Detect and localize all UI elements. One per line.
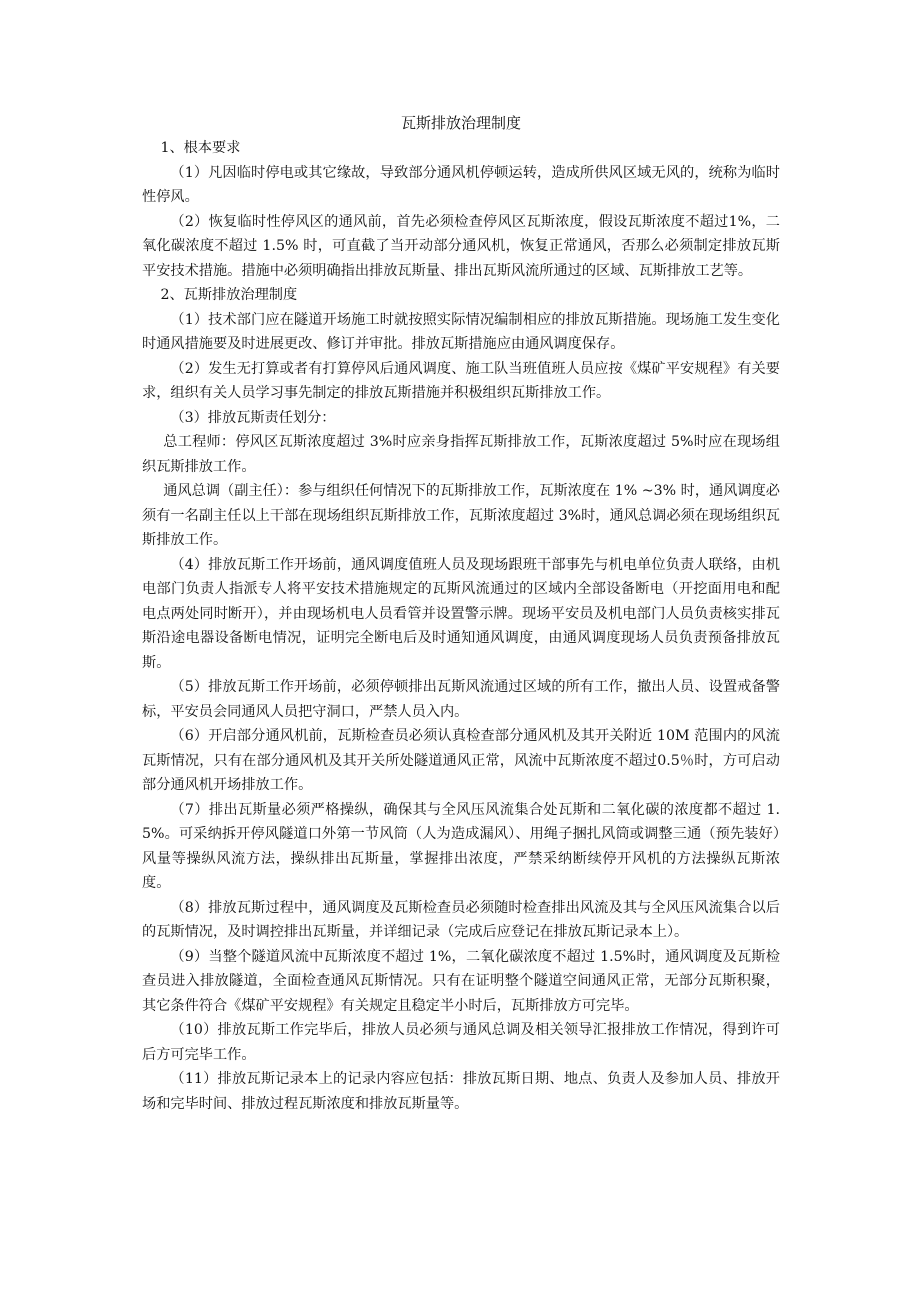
paragraph-2-5: （5）排放瓦斯工作开场前，必须停顿排出瓦斯风流通过区域的所有工作，撤出人员、设置戒备警标，平安员会同通风人员把守洞口，严禁人员入内。 xyxy=(142,679,780,720)
paragraph-2-ventilation-chief: 通风总调（副主任）：参与组织任何情况下的瓦斯排放工作，瓦斯浓度在 1% ~3% 时，通风调度必须有一名副主任以上干部在现场组织瓦斯排放工作，瓦斯浓度超过 3%时，通风总调必须在现场组织瓦斯排放工作。 xyxy=(142,483,780,548)
paragraph-2-11: （11）排放瓦斯记录本上的记录内容应包括：排放瓦斯日期、地点、负责人及参加人员、排放开场和完毕时间、排放过程瓦斯浓度和排放瓦斯量等。 xyxy=(142,1071,780,1112)
paragraph-2-9: （9）当整个隧道风流中瓦斯浓度不超过 1%，二氧化碳浓度不超过 1.5%时，通风调度及瓦斯检查员进入排放隧道，全面检查通风瓦斯情况。只有在证明整个隧道空间通风正常，无部分瓦斯积聚，其它条件符合《煤矿平安规程》有关规定且稳定半小时后，瓦斯排放方可完毕。 xyxy=(142,948,780,1014)
paragraph-2-6: （6）开启部分通风机前，瓦斯检查员必须认真检查部分通风机及其开关附近 10M 范围内的风流瓦斯情况，只有在部分通风机及其开关所处隧道通风正常，风流中瓦斯浓度不超过0.5％时，方可启动部分通风机开场排放工作。 xyxy=(142,728,780,793)
paragraph-2-3: （3）排放瓦斯责任划分： xyxy=(170,409,336,426)
document-title: 瓦斯排放治理制度 xyxy=(400,114,521,132)
paragraph-2-chief-engineer: 总工程师：停风区瓦斯浓度超过 3%时应亲身指挥瓦斯排放工作，瓦斯浓度超过 5%时应在现场组织瓦斯排放工作。 xyxy=(142,434,780,475)
paragraph-2-7: （7）排出瓦斯量必须严格操纵，确保其与全风压风流集合处瓦斯和二氧化碳的浓度都不超过 1.5%。可采纳拆开停风隧道口外第一节风筒（人为造成漏风）、用绳子捆扎风筒或调整三通（预先装好）风量等操纵风流方法，操纵排出瓦斯量，掌握排出浓度，严禁采纳断续停开风机的方法操纵瓦斯浓度。 xyxy=(142,801,780,891)
paragraph-2-1: （1）技术部门应在隧道开场施工时就按照实际情况编制相应的排放瓦斯措施。现场施工发生变化时通风措施要及时进展更改、修订并审批。排放瓦斯措施应由通风调度保存。 xyxy=(142,311,780,352)
paragraph-2-2: （2）发生无打算或者有打算停风后通风调度、施工队当班值班人员应按《煤矿平安规程》有关要求，组织有关人员学习事先制定的排放瓦斯措施并积极组织瓦斯排放工作。 xyxy=(142,360,780,401)
section-heading-1: 1、根本要求 xyxy=(160,140,241,156)
document-page xyxy=(142,112,780,1116)
section-heading-2: 2、瓦斯排放治理制度 xyxy=(160,287,298,303)
paragraph-2-10: （10）排放瓦斯工作完毕后，排放人员必须与通风总调及相关领导汇报排放工作情况，得到许可后方可完毕工作。 xyxy=(142,1022,780,1063)
paragraph-2-4: （4）排放瓦斯工作开场前，通风调度值班人员及现场跟班干部事先与机电单位负责人联络，由机电部门负责人指派专人将平安技术措施规定的瓦斯风流通过的区域内全部设备断电（开挖面用电和配电点两处同时断开），并由现场机电人员看管并设置警示牌。现场平安员及机电部门人员负责核实排瓦斯沿途电器设备断电情况，证明完全断电后及时通知通风调度，由通风调度现场人员负责预备排放瓦斯。 xyxy=(142,556,780,671)
paragraph-2-8: （8）排放瓦斯过程中，通风调度及瓦斯检查员必须随时检查排出风流及其与全风压风流集合以后的瓦斯情况，及时调控排出瓦斯量，并详细记录（完成后应登记在排放瓦斯记录本上）。 xyxy=(142,899,780,940)
paragraph-1-2: （2）恢复临时性停风区的通风前，首先必须检查停风区瓦斯浓度，假设瓦斯浓度不超过1%，二氧化碳浓度不超过 1.5% 时，可直截了当开动部分通风机，恢复正常通风，否那么必须制定排放瓦斯平安技术措施。措施中必须明确指出排放瓦斯量、排出瓦斯风流所通过的区域、瓦斯排放工艺等。 xyxy=(142,213,780,279)
paragraph-1-1: （1）凡因临时停电或其它缘故，导致部分通风机停顿运转，造成所供风区域无风的，统称为临时性停风。 xyxy=(142,164,780,205)
